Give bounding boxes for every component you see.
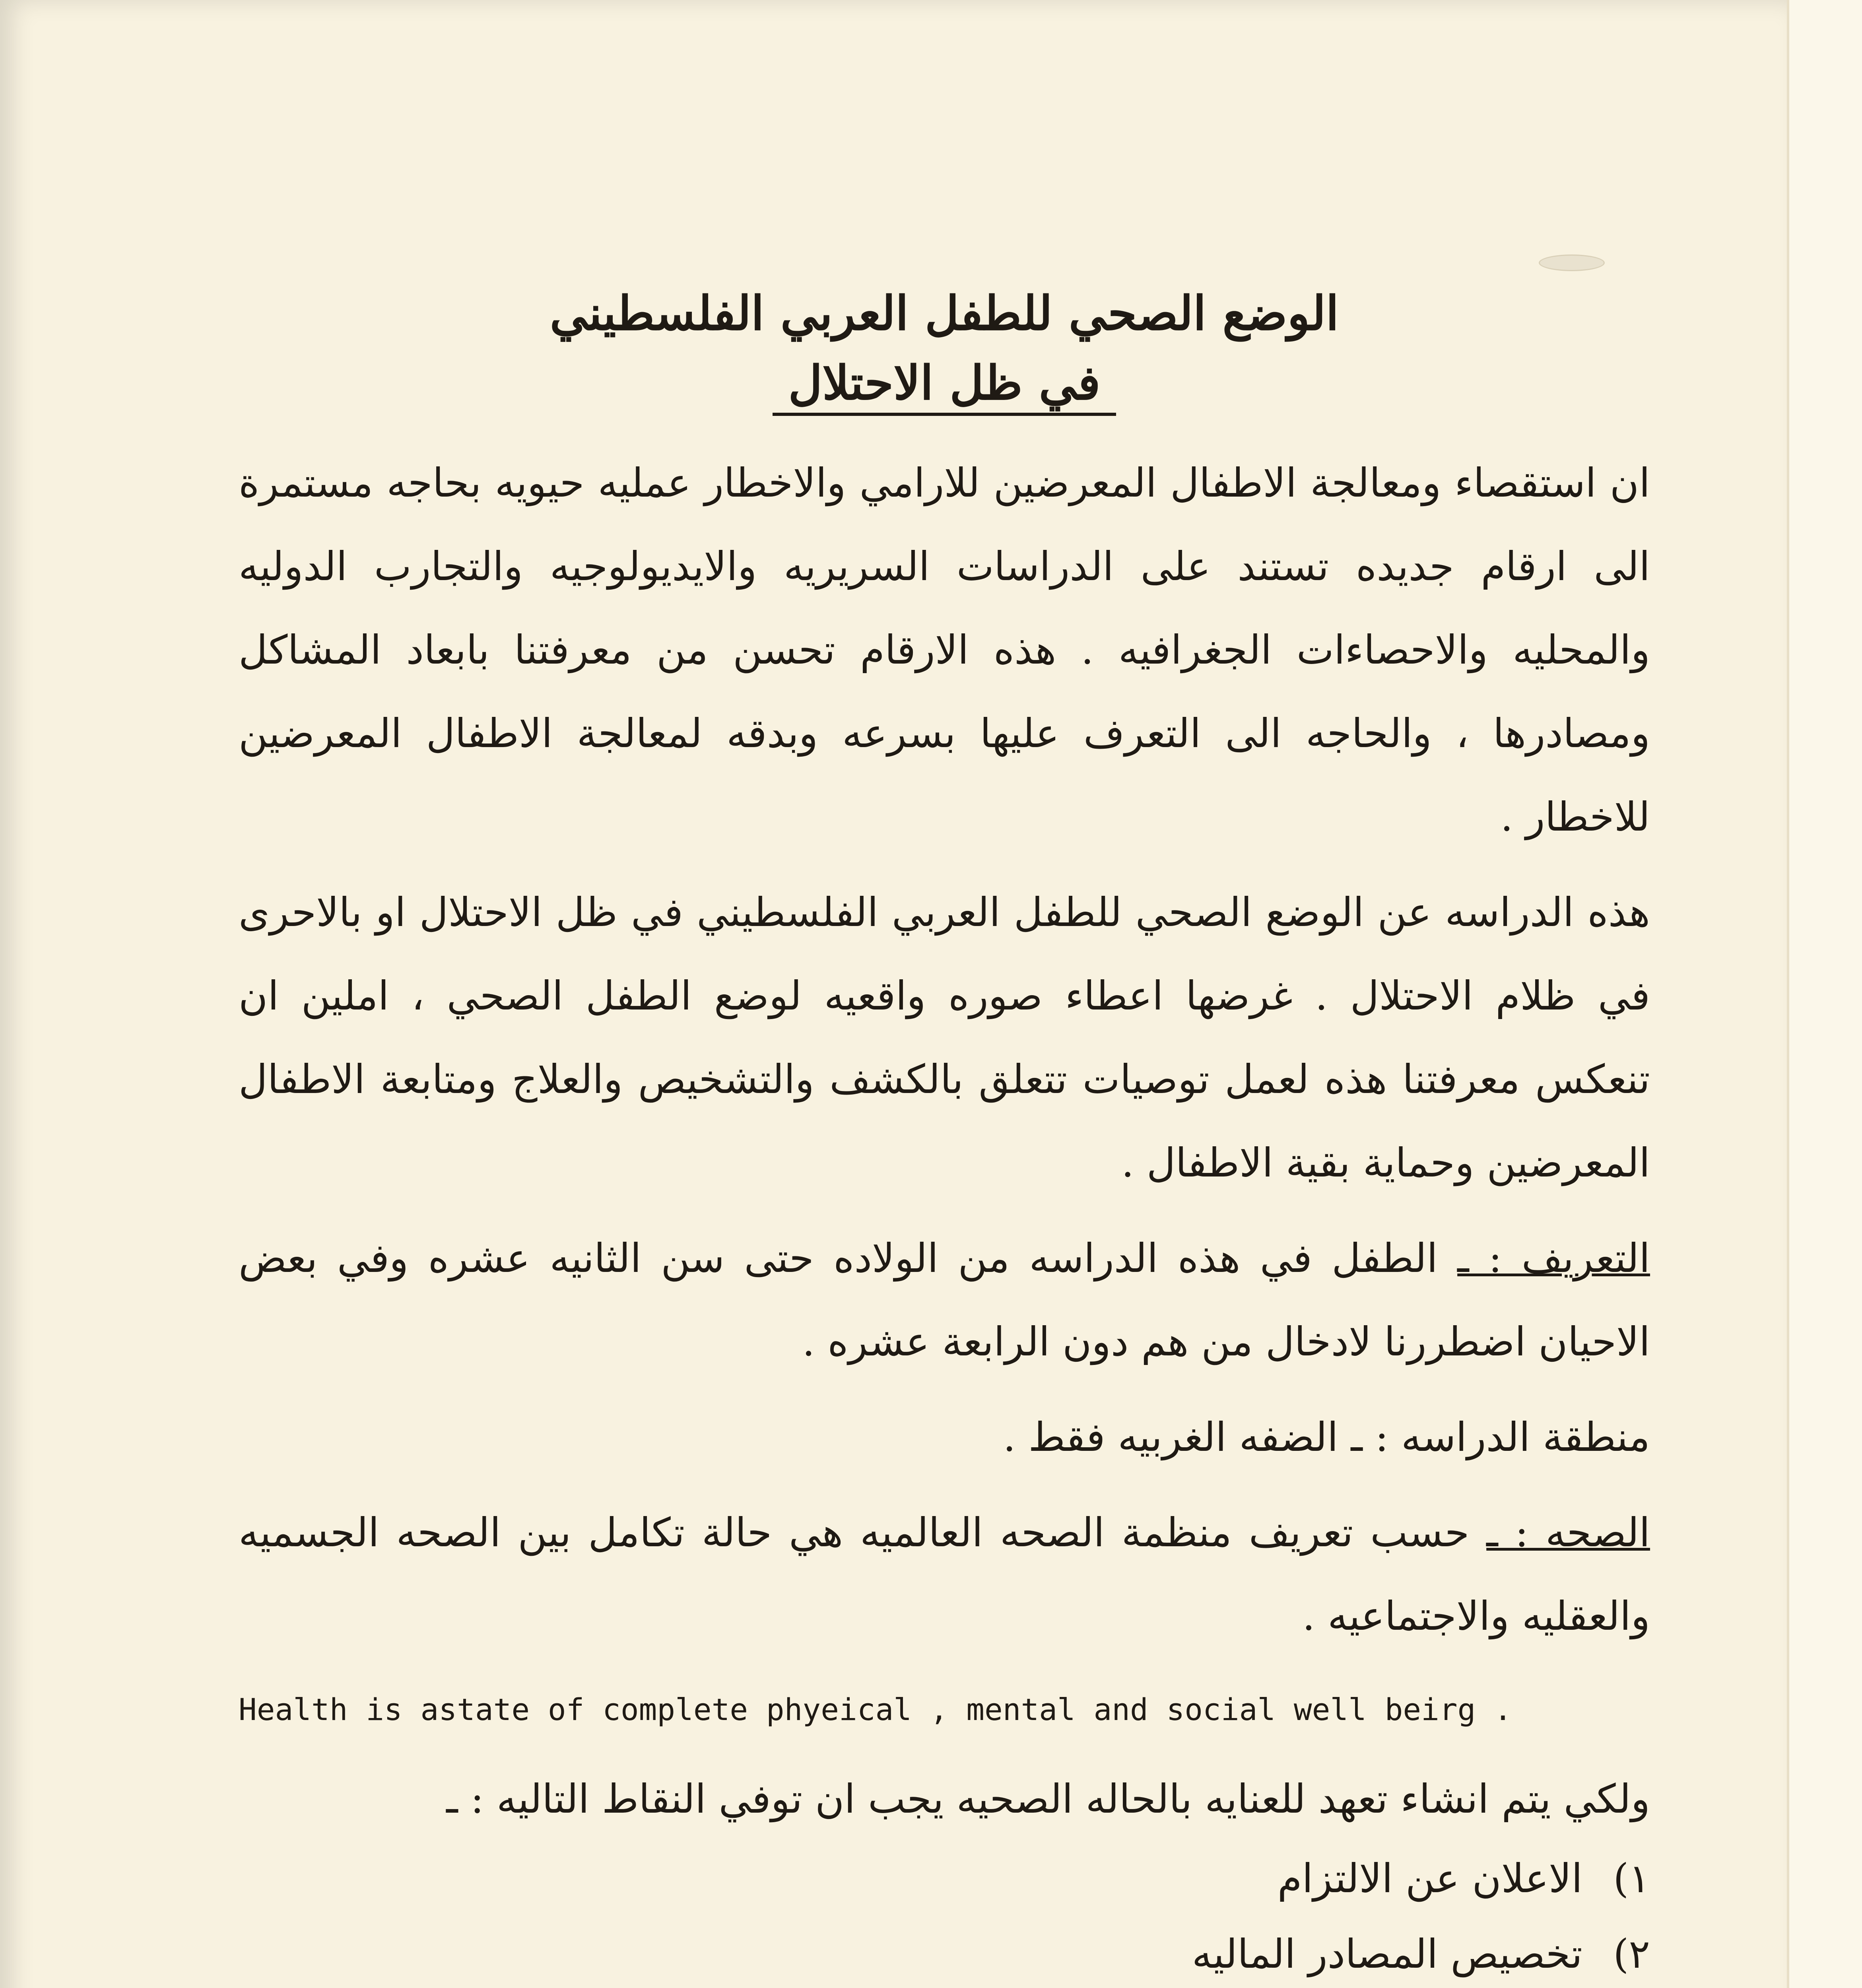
- list-item-number: ١): [1613, 1855, 1650, 1902]
- list-item-text: الاعلان عن الالتزام: [1277, 1855, 1582, 1902]
- conditions-list: [239, 1841, 1650, 1988]
- list-item-number: ٢): [1613, 1931, 1650, 1977]
- intro-paragraph: ان استقصاء ومعالجة الاطفال المعرضين للارامي والاخطار عمليه حيويه بحاجه مستمرة الى ارقام جديده تستند على الدراسات السريريه والايديولوجيه والتجارب الدوليه والمحليه والاحصاءات الجغرافيه . هذه الارقام تحسن من معرفتنا بابعاد المشاكل ومصادرها ، والحاجه الى التعرف عليها بسرعه وبدقه لمعالجة الاطفال المعرضين للاخطار .: [239, 460, 1650, 840]
- list-item-text: تخصيص المصادر الماليه: [1192, 1931, 1582, 1977]
- definition-text: الطفل في هذه الدراسه من الولاده حتى سن الثانيه عشره وفي بعض الاحيان اضطررنا لادخال من هم دون الرابعة عشره .: [239, 1235, 1650, 1365]
- paper-edge: [1787, 0, 1862, 1988]
- health-text: حسب تعريف منظمة الصحه العالميه هي حالة تكامل بين الصحه الجسميه والعقليه والاجتماعيه .: [239, 1509, 1650, 1639]
- conditions-intro: ولكي يتم انشاء تعهد للعنايه بالحاله الصحيه يجب ان توفي النقاط التاليه : ـ: [446, 1776, 1650, 1822]
- document-subtitle: [239, 348, 1650, 417]
- list-item: [239, 1916, 1650, 1988]
- list-item: [239, 1841, 1650, 1916]
- health-paragraph: [239, 1491, 1650, 1658]
- definition-paragraph: [239, 1217, 1650, 1384]
- document-body: [239, 278, 1650, 1988]
- study-area: منطقة الدراسه : ـ الضفه الغربيه فقط .: [1003, 1414, 1650, 1460]
- document-title: الوضع الصحي للطفل العربي الفلسطيني: [549, 285, 1339, 341]
- purpose-paragraph: هذه الدراسه عن الوضع الصحي للطفل العربي الفلسطيني في ظل الاحتلال او بالاحرى في ظلام الاحتلال . غرضها اعطاء صوره واقعيه لوضع الطفل الصحي ، املين ان تنعكس معرفتنا هذه لعمل توصيات تتعلق بالكشف والتشخيص والعلاج ومتابعة الاطفال المعرضين وحماية بقية الاطفال .: [239, 889, 1650, 1186]
- health-definition-english: Health is astate of complete phyeical , mental and social well beirg .: [239, 1692, 1512, 1727]
- subtitle-text: في ظل الاحتلال: [773, 355, 1116, 416]
- paper-tear-mark: [1539, 254, 1605, 271]
- definition-label: التعريف : ـ: [1457, 1235, 1650, 1281]
- health-label: الصحه : ـ: [1486, 1509, 1650, 1556]
